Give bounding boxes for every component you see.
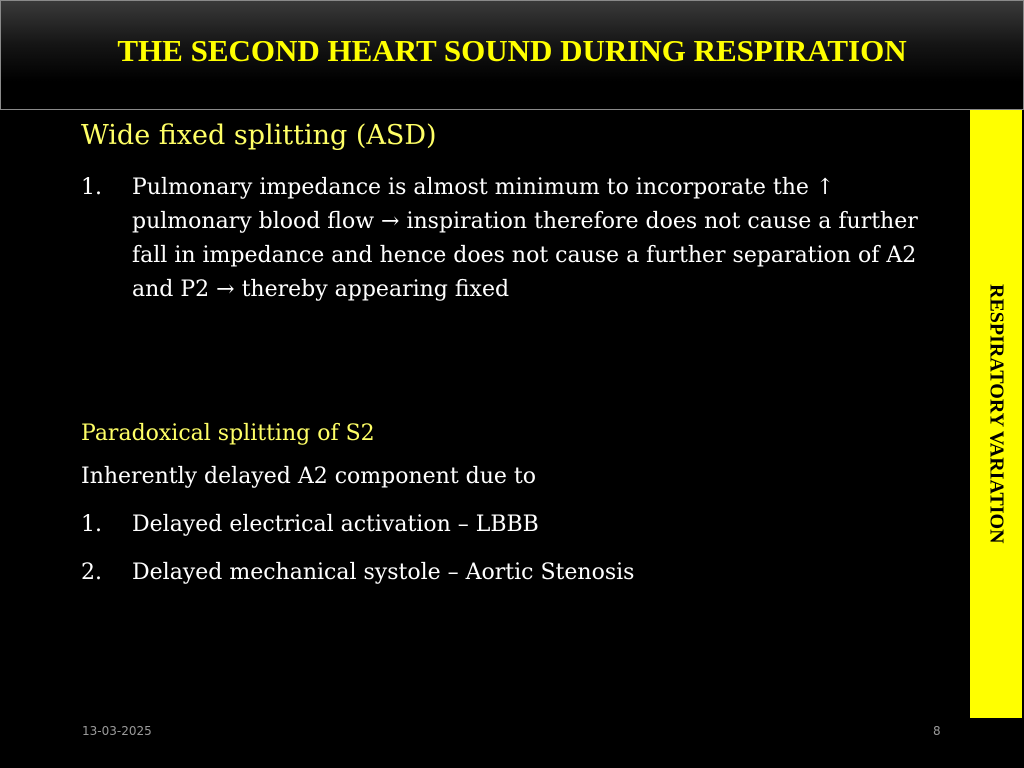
- list-text: Delayed electrical activation – LBBB: [132, 512, 539, 538]
- list-text: Delayed mechanical systole – Aortic Stenosis: [132, 560, 635, 586]
- side-label: RESPIRATORY VARIATION: [985, 284, 1008, 544]
- slide-content: [81, 118, 941, 590]
- list-item: [81, 171, 941, 307]
- section-heading-wide-fixed: Wide fixed splitting (ASD): [81, 120, 437, 151]
- list-item: [81, 556, 941, 590]
- section-intro: Inherently delayed A2 component due to: [81, 464, 537, 490]
- list-number: 2.: [81, 560, 102, 586]
- list-text: Pulmonary impedance is almost minimum to incorporate the ↑ pulmonary blood flow → inspiration therefore does not cause a further fall in impedance and hence does not cause a further separation of A2 and P2 → thereby appearing fixed: [132, 175, 918, 303]
- title-bar: [0, 0, 1024, 110]
- page-number: 8: [933, 724, 941, 738]
- slide-title: THE SECOND HEART SOUND DURING RESPIRATION: [117, 33, 907, 68]
- side-panel: [970, 110, 1022, 718]
- section-heading-paradoxical: Paradoxical splitting of S2: [81, 421, 375, 447]
- footer-date: 13-03-2025: [82, 724, 152, 738]
- list-item: [81, 508, 941, 542]
- list-number: 1.: [81, 512, 102, 538]
- list-number: 1.: [81, 175, 102, 201]
